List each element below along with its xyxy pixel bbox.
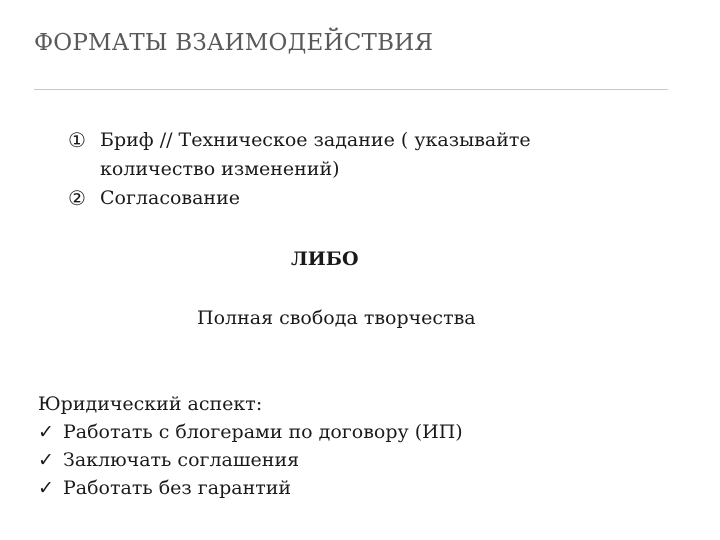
check-icon: ✓ [38, 449, 54, 471]
check-item-text: Работать без гарантий [63, 477, 292, 499]
check-icon: ✓ [38, 477, 54, 499]
creative-freedom-text: Полная свобода творчества [197, 307, 476, 329]
slide-title: ФОРМАТЫ ВЗАИМОДЕЙСТВИЯ [34, 30, 434, 56]
list-item-approval [68, 184, 628, 213]
legal-aspect-block [38, 390, 463, 502]
numbered-list [68, 126, 628, 213]
check-item-text: Работать с блогерами по договору (ИП) [63, 421, 463, 443]
or-label: ЛИБО [291, 248, 359, 270]
list-item-brief [68, 126, 628, 184]
list-item-text: Согласование [100, 187, 241, 209]
check-item-text: Заключать соглашения [63, 449, 300, 471]
legal-heading: Юридический аспект: [38, 393, 263, 415]
check-list-item [38, 474, 463, 502]
check-list-item [38, 446, 463, 474]
circled-two-icon: ② [68, 186, 86, 210]
title-divider [34, 89, 668, 90]
list-item-text: Бриф // Техническое задание ( указывайте количество изменений) [100, 129, 531, 180]
circled-one-icon: ① [68, 128, 86, 152]
check-list-item [38, 418, 463, 446]
check-icon: ✓ [38, 421, 54, 443]
